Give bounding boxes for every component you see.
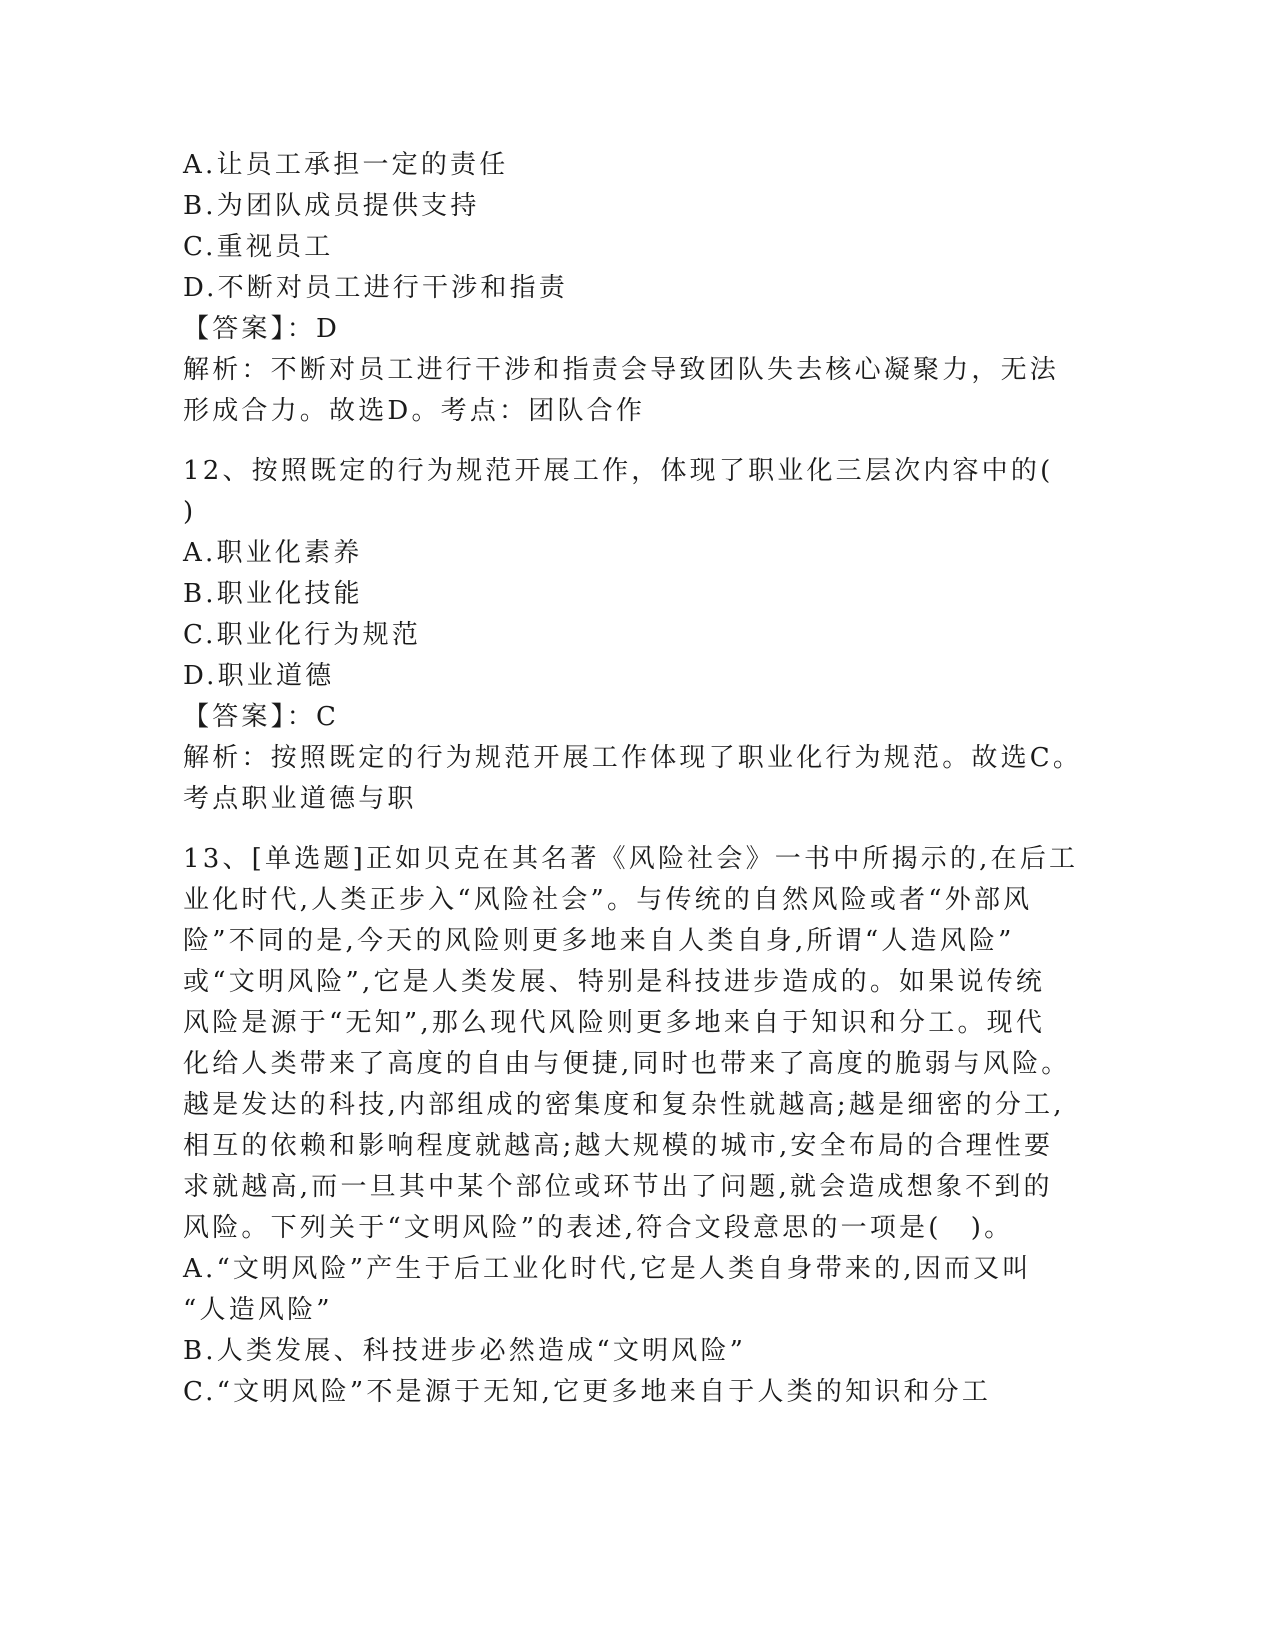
q11-analysis-line-1: 解析：不断对员工进行干涉和指责会导致团队失去核心凝聚力，无法 [183,355,1060,385]
q13-option-a-line-1: A.“文明风险”产生于后工业化时代,它是人类自身带来的,因而又叫 [183,1254,1032,1284]
q11-analysis-line-2: 形成合力。故选D。考点：团队合作 [183,396,646,426]
q13-stem-line-5: 风险是源于“无知”,那么现代风险则更多地来自于知识和分工。现代 [183,1008,1046,1038]
q12-stem-line-1: 12、按照既定的行为规范开展工作，体现了职业化三层次内容中的( [183,456,1054,486]
q13-stem-line-9: 求就越高,而一旦其中某个部位或环节出了问题,就会造成想象不到的 [183,1172,1053,1202]
q13-stem-line-4: 或“文明风险”,它是人类发展、特别是科技进步造成的。如果说传统 [183,967,1046,997]
q13-stem-line-1: 13、[单选题]正如贝克在其名著《风险社会》一书中所揭示的,在后工 [183,844,1079,874]
q11-option-a: A.让员工承担一定的责任 [183,150,509,180]
q11-option-d: D.不断对员工进行干涉和指责 [183,273,568,303]
q13-option-b: B.人类发展、科技进步必然造成“文明风险” [183,1336,747,1366]
q12-option-d: D.职业道德 [183,661,335,691]
q12-analysis-line-1: 解析：按照既定的行为规范开展工作体现了职业化行为规范。故选C。 [183,743,1083,773]
q13-stem-line-10: 风险。下列关于“文明风险”的表述,符合文段意思的一项是( )。 [183,1213,1014,1243]
question-separator [183,820,1083,839]
q13-stem-line-2: 业化时代,人类正步入“风险社会”。与传统的自然风险或者“外部风 [183,885,1033,915]
q11-option-b: B.为团队成员提供支持 [183,191,480,221]
q13-option-a-line-2: “人造风险” [183,1295,333,1325]
q13-option-c: C.“文明风险”不是源于无知,它更多地来自于人类的知识和分工 [183,1377,992,1407]
q11-answer: 【答案】：D [183,314,341,344]
q12-analysis-line-2: 考点职业道德与职 [183,784,417,814]
q13-stem-line-7: 越是发达的科技,内部组成的密集度和复杂性就越高;越是细密的分工, [183,1090,1065,1120]
q13-stem-line-8: 相互的依赖和影响程度就越高;越大规模的城市,安全布局的合理性要 [183,1131,1054,1161]
q11-option-c: C.重视员工 [183,232,334,262]
q12-answer: 【答案】：C [183,702,340,732]
q13-stem-line-3: 险”不同的是,今天的风险则更多地来自人类自身,所谓“人造风险” [183,926,1015,956]
q12-option-b: B.职业化技能 [183,579,363,609]
question-separator [183,432,1083,451]
document-page [183,145,1083,1413]
q12-stem-line-2: ) [183,497,197,527]
q13-stem-line-6: 化给人类带来了高度的自由与便捷,同时也带来了高度的脆弱与风险。 [183,1049,1071,1079]
q12-option-a: A.职业化素养 [183,538,363,568]
q12-option-c: C.职业化行为规范 [183,620,422,650]
